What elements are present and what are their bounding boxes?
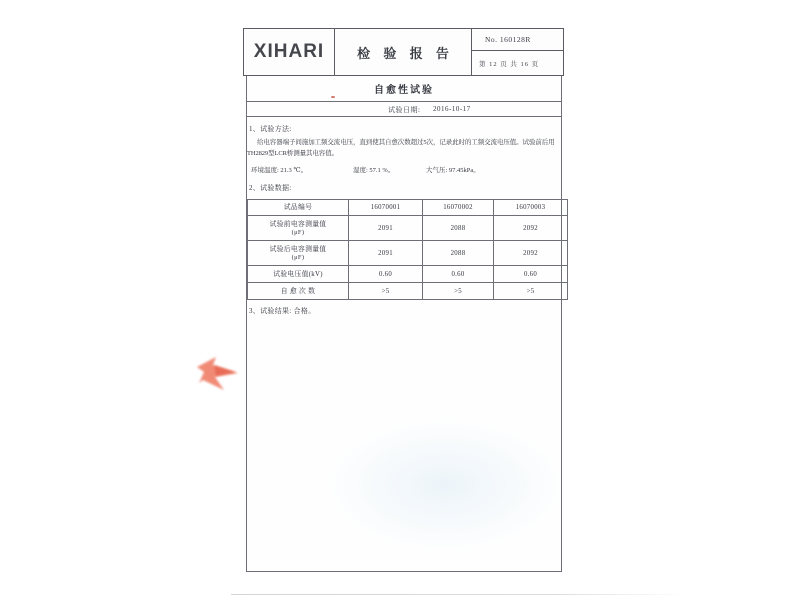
page-indicator: 第 12 页 共 16 页: [479, 60, 540, 68]
report-title: 检 验 报 告: [335, 29, 472, 75]
table-cell: >5: [349, 283, 423, 300]
row-label: 自 愈 次 数: [248, 283, 349, 300]
table-cell: 2092: [494, 216, 568, 241]
table-row: [248, 241, 568, 266]
report-content: [247, 124, 561, 317]
report-header: [243, 28, 564, 76]
table-cell: 16070001: [349, 200, 423, 216]
env-pressure: 大气压: 97.45kPa。: [426, 167, 480, 174]
method-paragraph-line2: TH2829型LCR桥测量其电容值。: [247, 149, 339, 157]
table-cell: [248, 216, 349, 241]
method-heading: 1、试验方法:: [249, 125, 292, 133]
environment-conditions: [247, 165, 561, 176]
table-cell: 16070003: [494, 200, 568, 216]
table-cell: 2088: [423, 216, 494, 241]
document-title: 自愈性试验: [374, 85, 434, 96]
table-cell: 16070002: [423, 200, 494, 216]
report-number-block: [472, 29, 563, 75]
env-temperature: 环境温度: 21.3 ℃。: [251, 167, 308, 174]
document-title-row: [247, 76, 561, 102]
table-cell: 0.60: [349, 266, 423, 283]
method-paragraph: [247, 138, 561, 159]
red-ink-speck: [331, 96, 335, 98]
row-label: 试验后电容测量值: [269, 245, 327, 253]
env-humidity: 湿度: 57.1 %。: [353, 167, 395, 174]
table-header-row: [248, 200, 568, 216]
test-date-label: 试验日期:: [388, 106, 421, 114]
table-cell: 2091: [349, 241, 423, 266]
test-date-value: 2016-10-17: [433, 105, 471, 113]
red-arrow-mark: [194, 353, 246, 395]
table-row: [248, 266, 568, 283]
table-cell: 2091: [349, 216, 423, 241]
result-heading: 3、试验结果: 合格。: [249, 307, 316, 315]
table-cell: 2088: [423, 241, 494, 266]
company-logo: XIHARI: [244, 29, 335, 75]
table-cell: >5: [423, 283, 494, 300]
report-body-frame: [246, 76, 562, 572]
row-unit: (μF): [291, 253, 305, 261]
data-heading: 2、试验数据:: [249, 184, 292, 192]
table-cell: [248, 241, 349, 266]
row-unit: (μF): [291, 228, 305, 236]
table-cell: 试品编号: [248, 200, 349, 216]
table-cell: >5: [494, 283, 568, 300]
table-row: [248, 216, 568, 241]
table-row: [248, 283, 568, 300]
row-label: 试验电压值(kV): [248, 266, 349, 283]
report-number: No. 160128R: [472, 29, 563, 51]
method-paragraph-line1: 给电容器端子间施加工频交流电压，直到使其自愈次数超过5次，记录此时的工频交流电压值。试验前后用: [257, 139, 555, 146]
row-label: 试验前电容测量值: [269, 220, 327, 228]
scan-artifact-line: [231, 594, 686, 595]
table-cell: 2092: [494, 241, 568, 266]
table-cell: 0.60: [423, 266, 494, 283]
test-data-table: [247, 199, 568, 300]
test-date-row: [247, 102, 561, 117]
table-cell: 0.60: [494, 266, 568, 283]
